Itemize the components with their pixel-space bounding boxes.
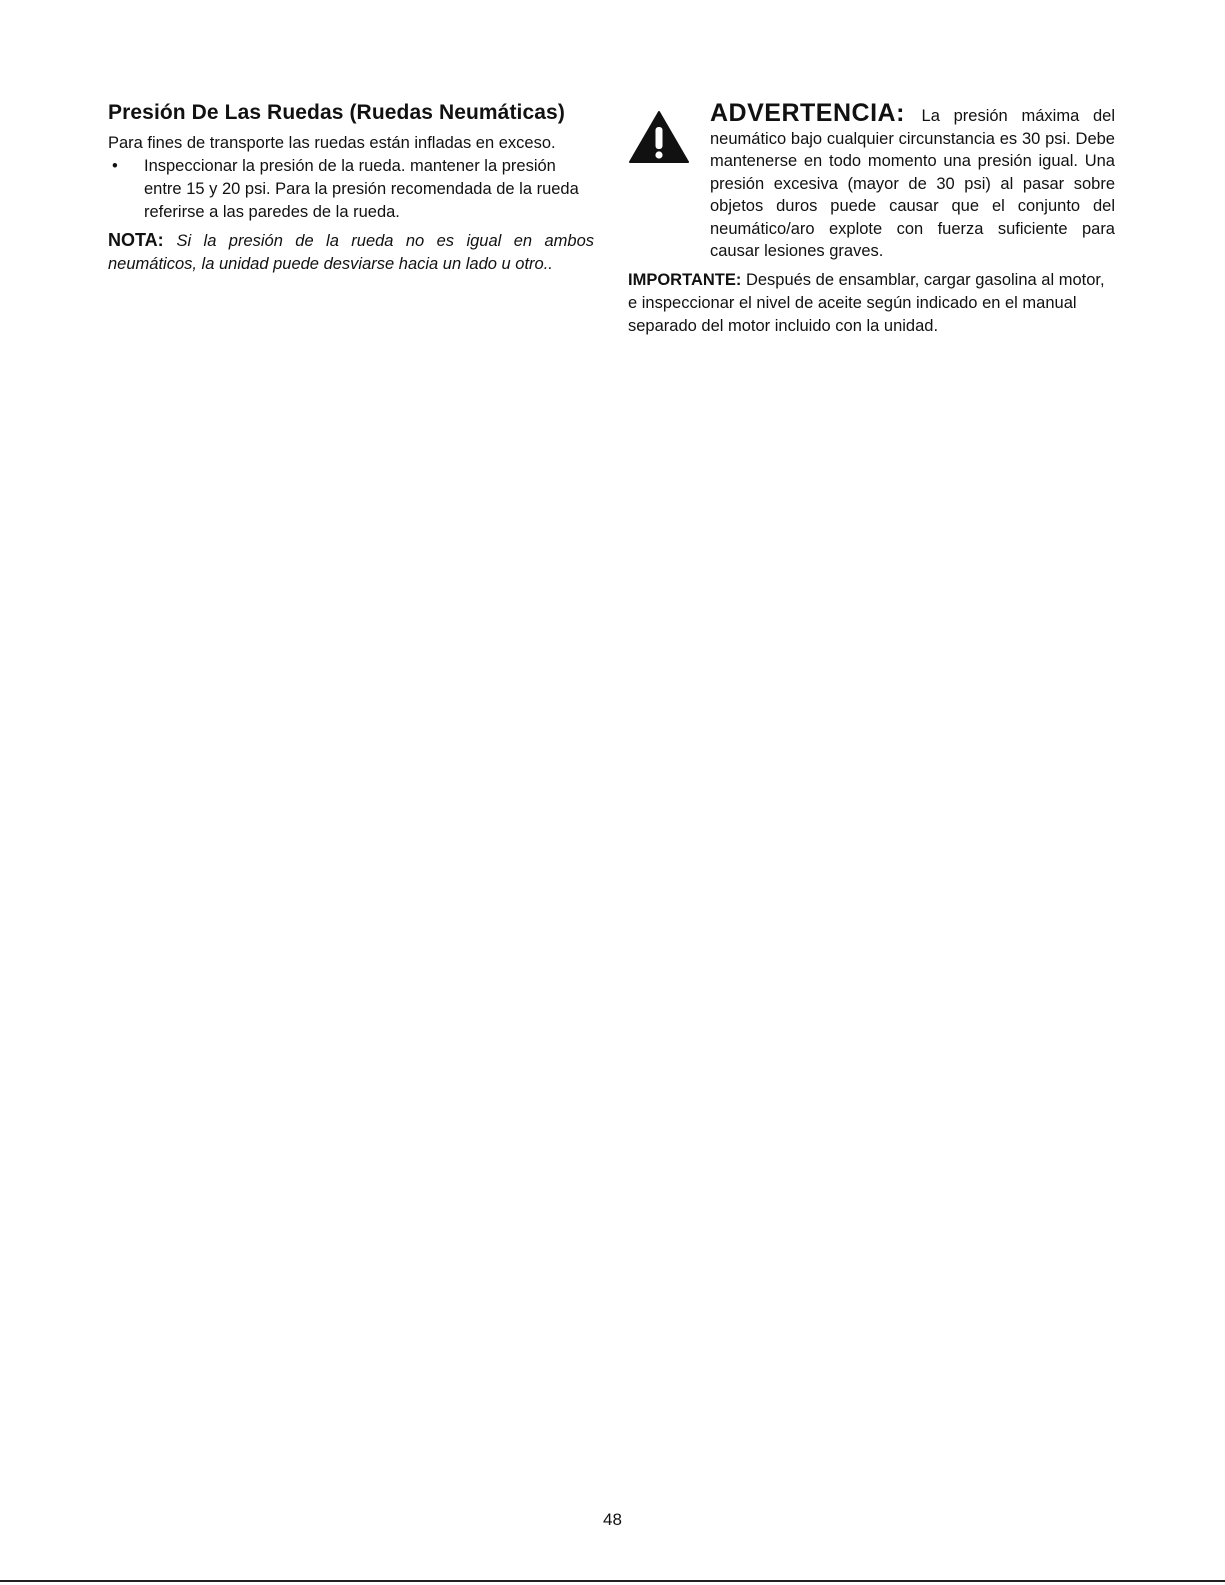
warning-text-block [710,100,1115,263]
left-column [108,100,594,276]
note-text: Si la presión de la rueda no es igual en ambos neumáticos, la unidad puede desviarse hacia un lado u otro.. [108,232,594,273]
important-text: Después de ensamblar, cargar gasolina al motor, e inspeccionar el nivel de aceite según indicado en el manual separado del motor incluido con la unidad. [628,270,1105,335]
bottom-rule [0,1580,1225,1582]
note-paragraph [108,229,594,276]
intro-paragraph: Para fines de transporte las ruedas están infladas en exceso. [108,134,556,152]
warning-triangle-icon [628,110,690,164]
warning-label: ADVERTENCIA: [710,99,922,127]
important-label: IMPORTANTE: [628,270,746,289]
note-label: NOTA: [108,230,177,250]
warning-icon-wrap [628,100,710,169]
section-title: Presión De Las Ruedas (Ruedas Neumáticas) [108,101,565,124]
warning-block [628,100,1115,263]
bullet-symbol: • [112,157,118,175]
right-column [628,100,1115,338]
page-number: 48 [603,1510,622,1529]
important-paragraph [628,269,1115,338]
warning-text: La presión máxima del neumático bajo cualquier circunstancia es 30 psi. Debe mantenerse en todo momento una presión igual. Una presión excesiva (mayor de 30 psi) al pasar sobre objetos duros puede causar que el conjunto del neumático/aro explote con fuerza suficiente para causar lesiones graves. [710,107,1116,260]
bullet-text: Inspeccionar la presión de la rueda. mantener la presión entre 15 y 20 psi. Para la presión recomendada de la rueda referirse a las paredes de la rueda. [144,157,579,221]
bullet-item [108,155,594,224]
